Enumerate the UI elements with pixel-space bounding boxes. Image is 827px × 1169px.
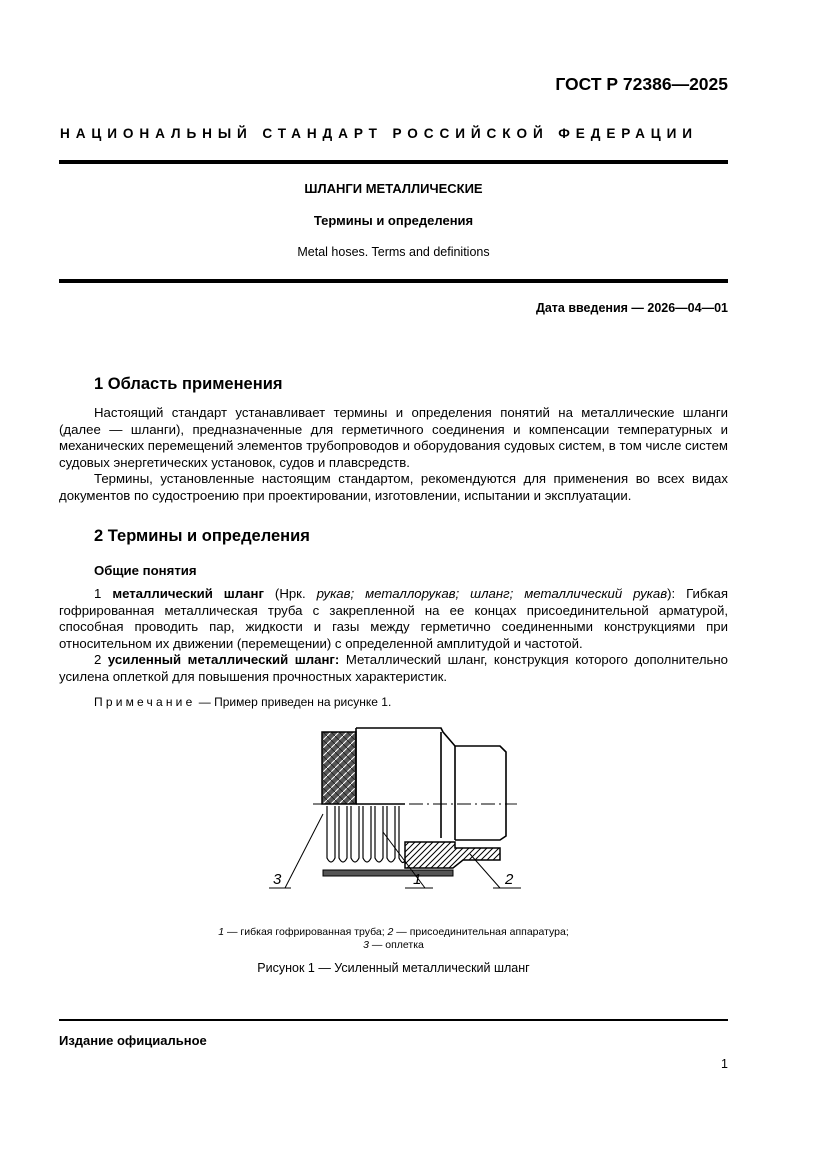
note-label: Примечание xyxy=(94,695,196,709)
term-2-number: 2 xyxy=(94,652,102,667)
edition-label: Издание официальное xyxy=(59,1033,207,1048)
section-1-paragraph-1: Настоящий стандарт устанавливает термины и определения понятий на металлические шланги (далее — шланги), предназначенные для герметичного соединения и компенсации температурных и механических перемещений элементов трубопроводов и оборудования судовых систем, в том числе систем судовых энергетических установок, судов и плавсредств. xyxy=(59,405,728,470)
term-1-deprecated: рукав; металлорукав; шланг; металлический рукав xyxy=(305,586,668,601)
term-1-deprecated-label: Нрк. xyxy=(279,586,306,601)
national-standard-heading: НАЦИОНАЛЬНЫЙ СТАНДАРТ РОССИЙСКОЙ ФЕДЕРАЦИИ xyxy=(60,126,698,141)
note-text: — Пример приведен на рисунке 1. xyxy=(195,695,392,709)
figure-hose-drawing xyxy=(255,720,535,915)
section-1-body xyxy=(59,405,728,504)
legend-3-number: 3 xyxy=(363,939,369,951)
legend-1-text: — гибкая гофрированная труба; xyxy=(224,926,388,938)
figure-caption: Рисунок 1 — Усиленный металлический шланг xyxy=(257,961,530,975)
legend-3-text: — оплетка xyxy=(368,939,424,951)
figure-label-3: 3 xyxy=(273,871,282,888)
legend-1-number: 1 xyxy=(218,926,225,938)
introduction-date: Дата введения — 2026—04—01 xyxy=(535,301,728,315)
figure-legend-line-2 xyxy=(59,939,728,952)
section-2-subheading: Общие понятия xyxy=(94,563,197,578)
term-2-definition: Металлический шланг, конструкция которого дополнительно усилена оплеткой для повышения прочностных характеристик. xyxy=(59,652,728,684)
standard-number: ГОСТ Р 72386—2025 xyxy=(555,74,728,94)
section-2-heading: 2 Термины и определения xyxy=(94,527,310,545)
legend-2-number: 2 xyxy=(387,926,394,938)
legend-2-text: — присоединительная аппаратура; xyxy=(393,926,569,938)
term-1-name: металлический шланг xyxy=(112,586,264,601)
term-1-close-paren: ): xyxy=(667,586,676,601)
document-subtitle: Термины и определения xyxy=(313,213,474,228)
divider-footer xyxy=(59,1019,728,1021)
note xyxy=(94,695,391,709)
term-1 xyxy=(59,586,728,652)
document-title: ШЛАНГИ МЕТАЛЛИЧЕСКИЕ xyxy=(304,181,483,196)
divider-top xyxy=(59,160,728,164)
english-title: Metal hoses. Terms and definitions xyxy=(297,245,490,259)
outer-braid-bottom xyxy=(323,870,453,876)
term-1-number: 1 xyxy=(94,586,102,601)
term-1-definition: Гибкая гофрированная металлическая труба с закрепленной на ее концах присоединительной арматурой, способная проводить пар, жидкости и газы между герметично соединенными конструкциями при относительном их движении (перемещении) с определенной амплитудой и частотой. xyxy=(59,586,728,651)
corrugated-tube xyxy=(327,806,405,863)
figure-legend xyxy=(59,926,728,952)
term-1-open-paren: ( xyxy=(263,586,280,601)
divider-title xyxy=(59,279,728,283)
figure-label-2: 2 xyxy=(505,871,514,888)
term-2 xyxy=(59,652,728,685)
fitting-section-hatched xyxy=(405,842,500,868)
figure-label-1: 1 xyxy=(413,871,422,888)
section-2-terms xyxy=(59,586,728,685)
section-1-paragraph-2: Термины, установленные настоящим стандартом, рекомендуются для применения во всех видах документов по судостроению при проектировании, изготовлении, испытании и эксплуатации. xyxy=(59,471,728,503)
term-2-name: усиленный металлический шланг: xyxy=(107,652,340,667)
figure-legend-line-1 xyxy=(59,926,728,939)
page-number: 1 xyxy=(721,1057,728,1071)
fitting-body xyxy=(356,728,506,840)
braid-section xyxy=(322,732,356,804)
section-1-heading: 1 Область применения xyxy=(94,375,283,393)
